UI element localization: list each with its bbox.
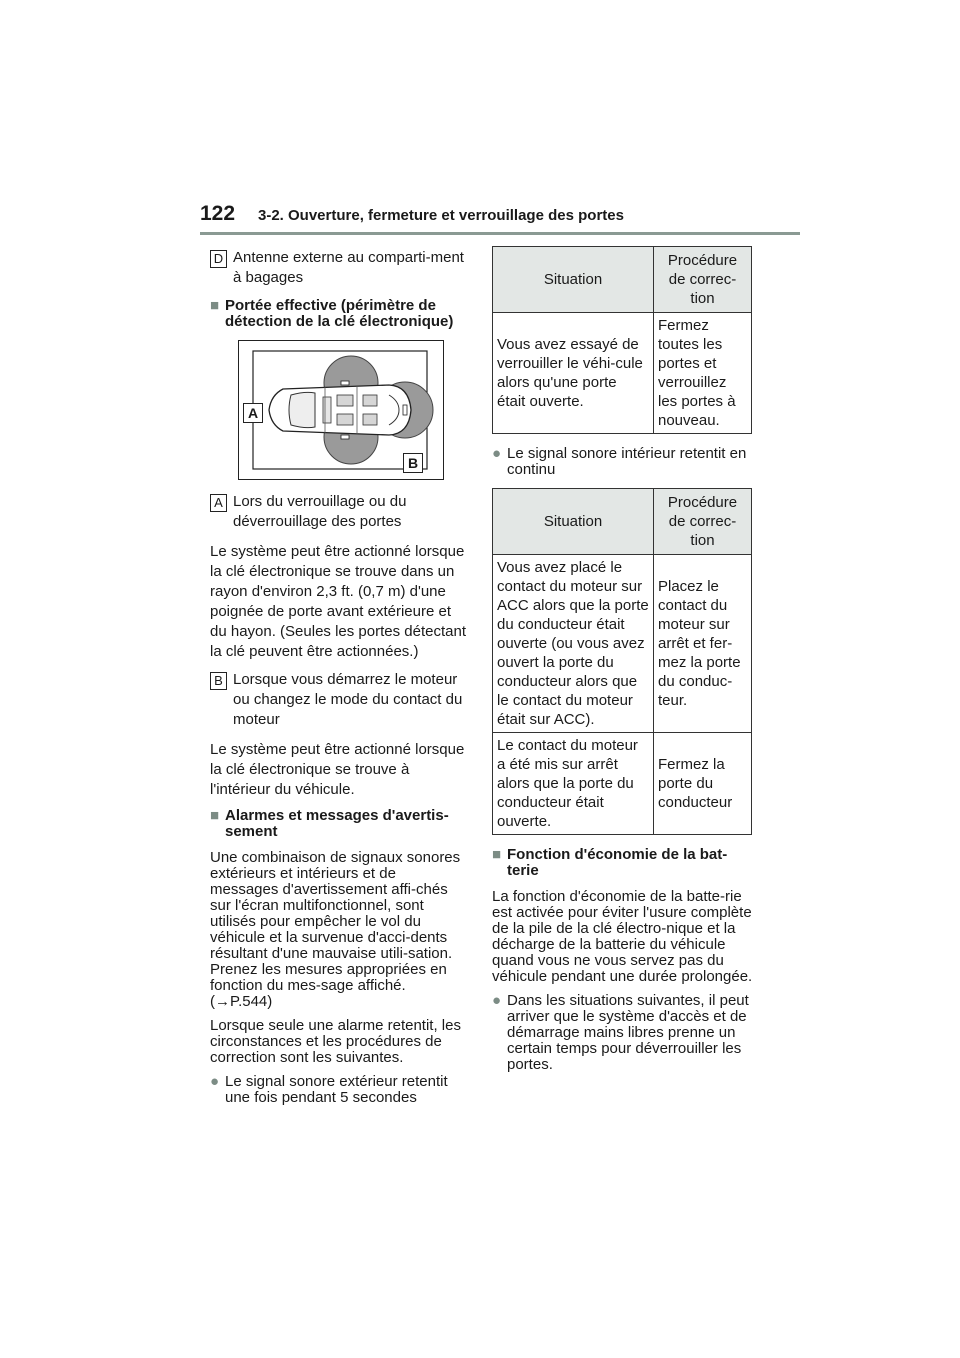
item-d	[210, 248, 468, 288]
table1-row1-situation: Vous avez essayé de verrouiller le véhi-cule alors qu'une porte était ouverte.	[493, 313, 654, 434]
bullet-exterior-signal	[210, 1074, 468, 1106]
bullet-exterior-text: Le signal sonore extérieur retentit une fois pendant 5 secondes	[225, 1073, 448, 1106]
table2-header-situation: Situation	[493, 489, 654, 555]
table-exterior-signal	[492, 246, 752, 434]
item-b-text: Lorsque vous démarrez le moteur ou changez le mode du contact du moteur	[233, 671, 463, 728]
table-interior-signal	[492, 488, 752, 835]
square-bullet-icon: ■	[210, 297, 220, 314]
paragraph-range-doors: Le système peut être actionné lorsque la clé électronique se trouve dans un rayon d'environ 2,3 ft. (0,7 m) d'une poignée de porte avant extérieure et du hayon. (Seules les portes détectant la clé peuvent être actionnées.)	[210, 543, 466, 660]
table-row	[493, 733, 752, 835]
item-b	[210, 670, 468, 730]
alarm-heading	[210, 808, 468, 840]
paragraph-alarm-intro: Une combinaison de signaux sonores extérieurs et intérieurs et de messages d'avertissement affi-chés sur l'écran multifonctionnel, sont utilisés pour empêcher le vol du véhicule et la survenue d'acci-dents résultant d'une mauvaise utili-sation. Prenez les mesures appropriées en fonction du mes-sage affiché. (→P.544)	[210, 849, 461, 1010]
battery-heading-text: Fonction d'économie de la bat-terie	[507, 846, 728, 879]
item-a	[210, 492, 468, 532]
table1-header-situation: Situation	[493, 247, 654, 313]
circle-bullet-icon: ●	[210, 1073, 220, 1090]
diagram-label-a: A	[243, 403, 263, 423]
battery-heading	[492, 847, 754, 879]
label-a-box: A	[210, 494, 227, 512]
table2-header-procedure: Procédure de correc-tion	[654, 489, 752, 555]
circle-bullet-icon: ●	[492, 445, 502, 462]
diagram-label-b: B	[403, 453, 423, 473]
paragraph-range-interior: Le système peut être actionné lorsque la clé électronique se trouve à l'intérieur du véhicule.	[210, 741, 465, 798]
table2-row1-situation: Vous avez placé le contact du moteur sur ACC alors que la porte du conducteur était ouverte (ou vous avez ouvert la porte du conducteur alors que le contact du moteur était sur ACC).	[493, 555, 654, 733]
label-b-box: B	[210, 672, 227, 690]
table-row	[493, 555, 752, 733]
circle-bullet-icon: ●	[492, 992, 502, 1009]
table2-row1-procedure: Placez le contact du moteur sur arrêt et fer-mez la porte du conduc-teur.	[654, 555, 752, 733]
detection-range-diagram	[238, 340, 444, 480]
bullet-interior-signal	[492, 446, 754, 478]
item-d-text: Antenne externe au comparti-ment à bagages	[233, 249, 464, 286]
square-bullet-icon: ■	[210, 807, 220, 824]
section-title: 3-2. Ouverture, fermeture et verrouillage des portes	[258, 207, 624, 224]
table1-header-procedure: Procédure de correc-tion	[654, 247, 752, 313]
item-a-text: Lors du verrouillage ou du déverrouillage des portes	[233, 493, 407, 530]
bullet-interior-text: Le signal sonore intérieur retentit en continu	[507, 445, 747, 478]
left-column	[210, 248, 468, 1114]
table2-row2-situation: Le contact du moteur a été mis sur arrêt alors que la porte du conducteur était ouverte.	[493, 733, 654, 835]
square-bullet-icon: ■	[492, 846, 502, 863]
range-heading	[210, 298, 468, 330]
alarm-heading-text: Alarmes et messages d'avertis-sement	[225, 807, 449, 840]
range-heading-text: Portée effective (périmètre de détection de la clé électronique)	[225, 297, 454, 330]
table1-row1-procedure: Fermez toutes les portes et verrouillez les portes à nouveau.	[654, 313, 752, 434]
label-d-box: D	[210, 250, 227, 268]
table2-row2-procedure: Fermez la porte du conducteur	[654, 733, 752, 835]
header-divider	[200, 232, 800, 235]
table-row	[493, 313, 752, 434]
bullet-battery-situations	[492, 993, 754, 1073]
paragraph-alarm-list: Lorsque seule une alarme retentit, les circonstances et les procédures de correction sont les suivantes.	[210, 1017, 461, 1066]
right-column	[492, 246, 754, 1081]
paragraph-battery-saver: La fonction d'économie de la batte-rie est activée pour éviter l'usure complète de la pile de la clé électro-nique et la décharge de la batterie du véhicule quand vous ne vous servez pas du véhicule pendant une durée prolongée.	[492, 888, 753, 985]
bullet-battery-text: Dans les situations suivantes, il peut arriver que le système d'accès et de démarrage mains libres prenne un certain temps pour déverrouiller les portes.	[507, 992, 749, 1073]
page-number: 122	[200, 202, 236, 225]
